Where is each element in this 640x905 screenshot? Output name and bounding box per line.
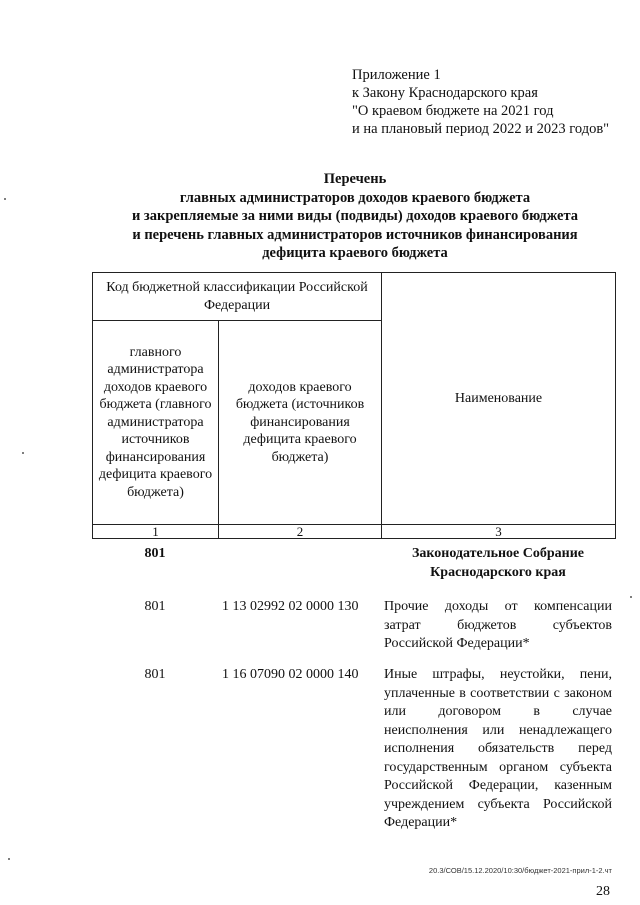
title-line: и перечень главных администраторов источников финансирования — [132, 226, 578, 243]
appendix-line: "О краевом бюджете на 2021 год — [352, 103, 554, 119]
title-line: главных администраторов доходов краевого бюджета — [179, 189, 531, 206]
column-number: 1 — [93, 525, 219, 539]
table-body — [92, 545, 615, 836]
appendix-line: Приложение 1 — [352, 67, 441, 83]
entry-name: Иные штрафы, неустойки, пени, уплаченные в соответствии с законом или договором в случае неисполнения или ненадлежащего исполнения обязательств перед государственным органом субъекта Российской Федерации, казенным учреждением субъекта Российской Федерации* — [384, 667, 612, 830]
admin-code: 801 — [144, 599, 166, 614]
income-code: 1 16 07090 02 0000 140 — [222, 667, 359, 682]
entry-name: Прочие доходы от компенсации затрат бюджетов субъектов Российской Федерации* — [384, 599, 612, 651]
admin-header-cell: главного администратора доходов краевого бюджета (главного администратора источников финансирования дефицита краевого бюджета) — [93, 321, 219, 525]
scan-speck — [22, 452, 24, 454]
group-header-cell: Код бюджетной классификации Российской Федерации — [93, 273, 382, 321]
scan-speck — [8, 858, 10, 860]
classification-table-header — [92, 272, 616, 539]
column-number: 3 — [382, 525, 616, 539]
document-title — [90, 170, 620, 263]
name-header-cell: Наименование — [382, 273, 616, 525]
title-line: и закрепляемые за ними виды (подвиды) доходов краевого бюджета — [131, 208, 579, 224]
document-code: 20.3/СОВ/15.12.2020/10:30/бюджет-2021-прил-1-2.чт — [428, 866, 612, 875]
table-row — [92, 598, 615, 666]
table-row — [92, 545, 615, 598]
scan-speck — [630, 596, 632, 598]
appendix-line: к Закону Краснодарского края — [352, 85, 538, 101]
admin-code: 801 — [144, 667, 166, 682]
column-number: 2 — [219, 525, 382, 539]
appendix-block — [352, 66, 609, 138]
table-row — [92, 666, 615, 836]
page-number: 28 — [596, 884, 610, 899]
appendix-line: и на плановый период 2022 и 2023 годов" — [352, 121, 610, 137]
income-code: 1 13 02992 02 0000 130 — [222, 599, 359, 614]
entry-name: Законодательное Собрание Краснодарского края — [411, 546, 585, 580]
title-line: Перечень — [323, 171, 387, 187]
title-line: дефицита краевого бюджета — [262, 245, 448, 261]
income-code-header-cell: доходов краевого бюджета (источников финансирования дефицита краевого бюджета) — [219, 321, 382, 525]
admin-code: 801 — [144, 546, 166, 561]
scan-speck — [4, 198, 6, 200]
